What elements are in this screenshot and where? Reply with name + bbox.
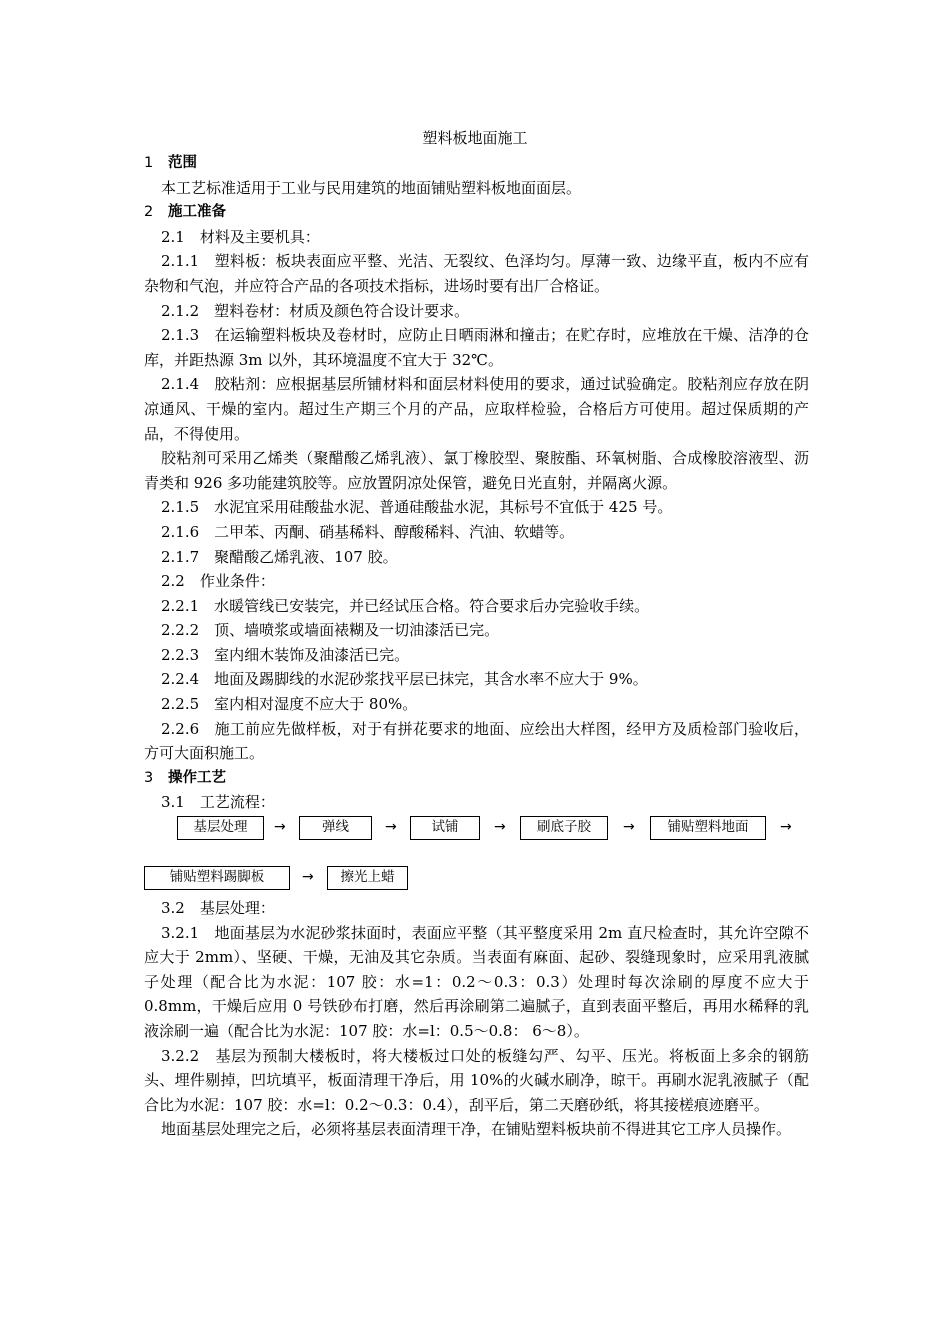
section-title: 施工准备	[168, 204, 226, 221]
flow-step-lay-plastic-floor: 铺贴塑料地面	[650, 816, 766, 840]
clause-3-2-note: 地面基层处理完之后，必须将基层表面清理干净，在铺贴塑料板块前不得进其它工序人员操作。	[161, 1120, 792, 1139]
clause-2-1: 2.1 材料及主要机具：	[161, 227, 320, 246]
section-3-heading	[144, 766, 809, 791]
clause-2-1-2: 2.1.2 塑料卷材：材质及颜色符合设计要求。	[161, 301, 470, 320]
clause-2-2-3: 2.2.3 室内细木装饰及油漆活已完。	[161, 645, 410, 664]
clause-3-1: 3.1 工艺流程：	[161, 793, 275, 812]
clause-2-1-4: 2.1.4 胶粘剂：应根据基层所铺材料和面层材料使用的要求，通过试验确定。胶粘剂应存放在阴凉通风、干燥的室内。超过生产期三个月的产品，应取样检验，合格后方可使用。超过保质期的产品，不得使用。	[144, 375, 809, 443]
clause-2-1-6: 2.1.6 二甲苯、丙酮、硝基稀料、醇酸稀料、汽油、软蜡等。	[161, 522, 575, 541]
clause-3-2: 3.2 基层处理：	[161, 899, 275, 918]
section-number: 2	[144, 204, 154, 221]
clause-2-2: 2.2 作业条件：	[161, 572, 275, 591]
section-number: 1	[144, 155, 154, 171]
clause-3-2-2: 3.2.2 基层为预制大楼板时，将大楼板过口处的板缝勾严、勾平、压光。将板面上多余的钢筋头、埋件剔掉，凹坑填平，板面清理干净后，用 10%的火碱水刷净，晾干。再刷水泥乳液腻子（配合比为水泥：107 胶：水=l：0.2～0.3：0.4），刮平后，第二天磨砂纸，将其接槎痕迹磨平。	[144, 1046, 809, 1114]
section-title: 范围	[168, 155, 197, 171]
clause-2-1-1: 2.1.1 塑料板：板块表面应平整、光洁、无裂纹、色泽均匀。厚薄一致、边缘平直，板内不应有杂物和气泡，并应符合产品的各项技术指标，进场时要有出厂合格证。	[144, 252, 809, 295]
section-title: 操作工艺	[168, 769, 226, 786]
flow-step-trial-laying: 试铺	[410, 816, 480, 840]
section-number: 3	[144, 769, 154, 786]
flow-arrow: →	[623, 819, 635, 836]
flow-arrow: →	[302, 869, 314, 886]
clause-2-2-6: 2.2.6 施工前应先做样板，对于有拼花要求的地面、应绘出大样图，经甲方及质检部门验收后，方可大面积施工。	[144, 719, 809, 763]
section-1-text: 本工艺标准适用于工业与民用建筑的地面铺贴塑料板地面面层。	[161, 178, 582, 197]
clause-2-2-1: 2.2.1 水暖管线已安装完，并已经试压合格。符合要求后办完验收手续。	[161, 596, 650, 615]
process-flow-row-1	[144, 816, 809, 866]
clause-2-2-4: 2.2.4 地面及踢脚线的水泥砂浆找平层已抹完，其含水率不应大于 9%。	[161, 670, 648, 689]
flow-arrow: →	[780, 819, 792, 836]
section-2-heading	[144, 200, 809, 225]
flow-step-polish-wax: 擦光上蜡	[327, 866, 408, 890]
page-title: 塑料板地面施工	[422, 129, 528, 147]
clause-2-1-5: 2.1.5 水泥宜采用硅酸盐水泥、普通硅酸盐水泥，其标号不宜低于 425 号。	[161, 498, 673, 517]
clause-2-2-2: 2.2.2 顶、墙喷浆或墙面裱糊及一切油漆活已完。	[161, 621, 500, 640]
flow-arrow: →	[494, 819, 506, 836]
flow-step-snap-line: 弹线	[299, 816, 372, 840]
section-1-heading	[144, 151, 809, 176]
clause-2-1-7: 2.1.7 聚醋酸乙烯乳液、107 胶。	[161, 547, 398, 566]
clause-3-2-1: 3.2.1 地面基层为水泥砂浆抹面时，表面应平整（其平整度采用 2m 直尺检查时，其允许空隙不应大于 2mm）、坚硬、干燥，无油及其它杂质。当表面有麻面、起砂、裂缝现象时，应采用乳液腻子处理（配合比为水泥：107 胶：水=1：0.2～0.3：0.3）处理时每次涂刷的厚度不应大于 0.8mm，干燥后应用 0 号铁砂布打磨，然后再涂刷第二遍腻子，直到表面平整后，再用水稀释的乳液涂刷一遍（配合比为水泥：107 胶：水=l：0.5～0.8： 6～8）。	[144, 923, 809, 1040]
clause-2-1-4-continued: 胶粘剂可采用乙烯类（聚醋酸乙烯乳液）、氯丁橡胶型、聚胺酯、环氧树脂、合成橡胶溶液型、沥青类和 926 多功能建筑胶等。应放置阴凉处保管，避免日光直射，并隔离火源。	[144, 449, 809, 492]
flow-step-lay-plastic-skirting: 铺贴塑料踢脚板	[144, 866, 290, 890]
flow-step-primer: 刷底子胶	[520, 816, 608, 840]
clause-2-1-3: 2.1.3 在运输塑料板块及卷材时，应防止日晒雨淋和撞击；在贮存时，应堆放在干燥、洁净的仓库，并距热源 3m 以外，其环境温度不宜大于 32℃。	[144, 326, 809, 369]
process-flow-row-2	[144, 866, 809, 896]
flow-step-base-treatment: 基层处理	[177, 816, 264, 840]
flow-arrow: →	[385, 819, 397, 836]
clause-2-2-5: 2.2.5 室内相对湿度不应大于 80%。	[161, 695, 418, 714]
flow-arrow: →	[274, 819, 286, 836]
document-body	[144, 151, 809, 1142]
